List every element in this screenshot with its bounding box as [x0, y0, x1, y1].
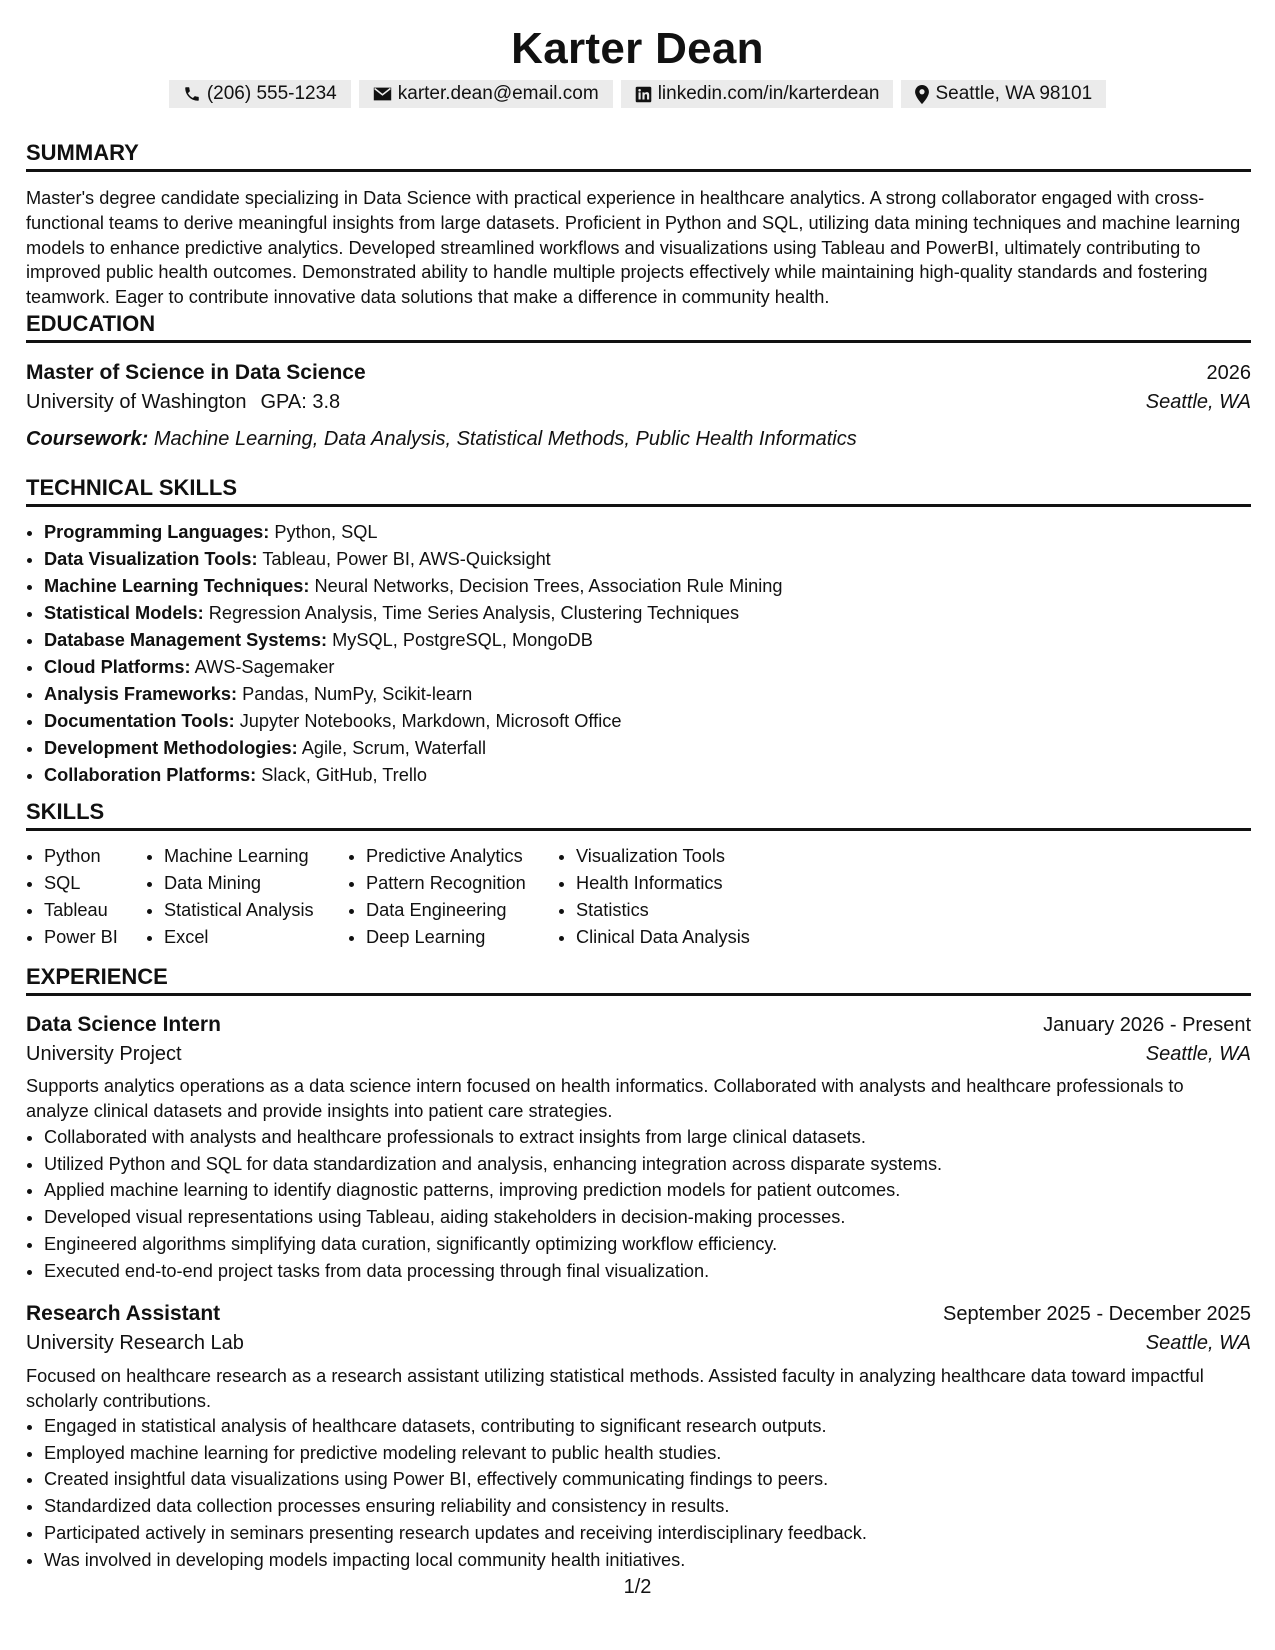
envelope-icon [373, 86, 392, 102]
skill-category: Development Methodologies: [44, 738, 298, 758]
list-item: • Employed machine learning for predictive modeling relevant to public health studies. [44, 1440, 1251, 1467]
list-item: • Clinical Data Analysis [576, 924, 816, 951]
job-org-row [26, 1332, 1251, 1355]
list-item: • Developed visual representations using Tableau, aiding stakeholders in decision-making processes. [44, 1204, 1251, 1231]
list-item [44, 654, 1251, 681]
location-text: Seattle, WA 98101 [935, 83, 1093, 104]
list-item [44, 681, 1251, 708]
list-item: • Statistics [576, 897, 816, 924]
summary-text: Master's degree candidate specializing in Data Science with practical experience in healthcare analytics. A strong collaborator engaged with cross-functional teams to derive meaningful insights from large datasets. Proficient in Python and SQL, utilizing data mining techniques and machine learning models to enhance predictive analytics. Developed streamlined workflows and visualizations using Tableau and PowerBI, ultimately contributing to improved public health outcomes. Demonstrated ability to handle multiple projects effectively while maintaining high-quality standards and fostering teamwork. Eager to contribute innovative data solutions that make a difference in community health. [26, 188, 1241, 308]
list-item: • Collaborated with analysts and healthcare professionals to extract insights from large clinical datasets. [44, 1124, 1251, 1151]
job-title: Research Assistant [26, 1302, 221, 1325]
skills-grid [26, 843, 816, 951]
phone-icon [183, 85, 201, 103]
job-bullets [26, 1413, 1251, 1573]
education-degree-row [26, 361, 1251, 385]
list-item: • Was involved in developing models impacting local community health initiatives. [44, 1547, 1251, 1574]
list-item [44, 546, 1251, 573]
job-description: Focused on healthcare research as a research assistant utilizing statistical methods. Assisted faculty in analyzing healthcare data toward impactful scholarly contributions. [26, 1366, 1204, 1411]
skill-category: Statistical Models: [44, 603, 204, 623]
job-bullets [26, 1124, 1251, 1284]
skill-values: Pandas, NumPy, Scikit-learn [242, 684, 473, 704]
skills-column [558, 843, 816, 951]
contact-bar [0, 80, 1275, 108]
skill-values: MySQL, PostgreSQL, MongoDB [332, 630, 593, 650]
list-item: • SQL [44, 870, 146, 897]
education-heading: EDUCATION [26, 310, 1251, 343]
coursework-line [26, 428, 1251, 451]
list-item [44, 573, 1251, 600]
job-organization: University Research Lab [26, 1332, 244, 1354]
coursework-list: Machine Learning, Data Analysis, Statistical Methods, Public Health Informatics [153, 428, 857, 450]
list-item: • Engineered algorithms simplifying data curation, significantly optimizing workflow efficiency. [44, 1231, 1251, 1258]
job-title: Data Science Intern [26, 1013, 221, 1036]
skill-category: Documentation Tools: [44, 711, 235, 731]
list-item: • Statistical Analysis [164, 897, 348, 924]
skill-values: Regression Analysis, Time Series Analysis, Clustering Techniques [208, 603, 740, 623]
skills-column [348, 843, 558, 951]
technical-skills-list [26, 519, 1251, 789]
list-item: • Visualization Tools [576, 843, 816, 870]
job-title-row [26, 1013, 1251, 1037]
job-title-row [26, 1302, 1251, 1326]
skill-values: AWS-Sagemaker [194, 657, 335, 677]
school-location: Seattle, WA [1145, 391, 1251, 413]
school-name: University of Washington [26, 391, 247, 413]
skill-category: Data Visualization Tools: [44, 549, 258, 569]
school-line [26, 391, 340, 414]
skill-values: Python, SQL [274, 522, 378, 542]
skill-values: Neural Networks, Decision Trees, Association Rule Mining [314, 576, 783, 596]
skills-column [26, 843, 146, 951]
technical-skills-heading: TECHNICAL SKILLS [26, 474, 1251, 507]
phone-number: (206) 555-1234 [206, 83, 337, 104]
linkedin-chip[interactable] [621, 80, 894, 108]
list-item: • Standardized data collection processes ensuring reliability and consistency in results. [44, 1493, 1251, 1520]
gpa: GPA: 3.8 [260, 391, 341, 413]
education-school-row [26, 391, 1251, 414]
list-item: • Utilized Python and SQL for data standardization and analysis, enhancing integration across disparate systems. [44, 1151, 1251, 1178]
skill-category: Cloud Platforms: [44, 657, 191, 677]
linkedin-url: linkedin.com/in/karterdean [657, 83, 880, 104]
job-dates: January 2026 - Present [1043, 1014, 1251, 1036]
list-item: • Machine Learning [164, 843, 348, 870]
list-item: • Data Engineering [366, 897, 558, 924]
coursework-label: Coursework: [26, 428, 149, 450]
degree-title: Master of Science in Data Science [26, 361, 366, 384]
email-address: karter.dean@email.com [397, 83, 599, 104]
job-organization: University Project [26, 1043, 182, 1065]
skill-values: Jupyter Notebooks, Markdown, Microsoft Office [239, 711, 622, 731]
skill-values: Slack, GitHub, Trello [261, 765, 428, 785]
list-item: • Health Informatics [576, 870, 816, 897]
linkedin-icon [635, 86, 652, 103]
list-item: • Participated actively in seminars presenting research updates and receiving interdisciplinary feedback. [44, 1520, 1251, 1547]
page-number: 1/2 [623, 1576, 652, 1598]
list-item: • Deep Learning [366, 924, 558, 951]
list-item [44, 519, 1251, 546]
list-item: • Python [44, 843, 146, 870]
list-item: • Tableau [44, 897, 146, 924]
skill-values: Agile, Scrum, Waterfall [301, 738, 486, 758]
list-item [44, 627, 1251, 654]
job-dates: September 2025 - December 2025 [943, 1303, 1251, 1325]
list-item: • Executed end-to-end project tasks from data processing through final visualization. [44, 1258, 1251, 1285]
list-item: • Predictive Analytics [366, 843, 558, 870]
list-item: • Applied machine learning to identify diagnostic patterns, improving prediction models for patient outcomes. [44, 1177, 1251, 1204]
job-location: Seattle, WA [1145, 1332, 1251, 1354]
list-item: • Excel [164, 924, 348, 951]
list-item [44, 735, 1251, 762]
list-item [44, 708, 1251, 735]
skill-category: Programming Languages: [44, 522, 270, 542]
job-org-row [26, 1043, 1251, 1066]
candidate-name: Karter Dean [511, 24, 764, 73]
list-item: • Pattern Recognition [366, 870, 558, 897]
skill-category: Collaboration Platforms: [44, 765, 257, 785]
location-chip [901, 80, 1106, 108]
skill-category: Analysis Frameworks: [44, 684, 238, 704]
skill-category: Database Management Systems: [44, 630, 328, 650]
skill-values: Tableau, Power BI, AWS-Quicksight [262, 549, 551, 569]
graduation-year: 2026 [1206, 362, 1251, 384]
list-item: • Engaged in statistical analysis of healthcare datasets, contributing to significant research outputs. [44, 1413, 1251, 1440]
skill-category: Machine Learning Techniques: [44, 576, 310, 596]
phone-chip[interactable] [169, 80, 351, 108]
map-pin-icon [915, 85, 929, 104]
list-item: • Created insightful data visualizations using Power BI, effectively communicating findings to peers. [44, 1466, 1251, 1493]
list-item [44, 600, 1251, 627]
list-item [44, 762, 1251, 789]
skills-column [146, 843, 348, 951]
list-item: • Power BI [44, 924, 146, 951]
job-description: Supports analytics operations as a data science intern focused on health informatics. Collaborated with analysts and healthcare professionals to analyze clinical datasets and provide insights into patient care strategies. [26, 1076, 1184, 1121]
list-item: • Data Mining [164, 870, 348, 897]
summary-heading: SUMMARY [26, 139, 1251, 172]
experience-heading: EXPERIENCE [26, 963, 1251, 996]
job-location: Seattle, WA [1145, 1043, 1251, 1065]
skills-heading: SKILLS [26, 798, 1251, 831]
email-chip[interactable] [359, 80, 613, 108]
